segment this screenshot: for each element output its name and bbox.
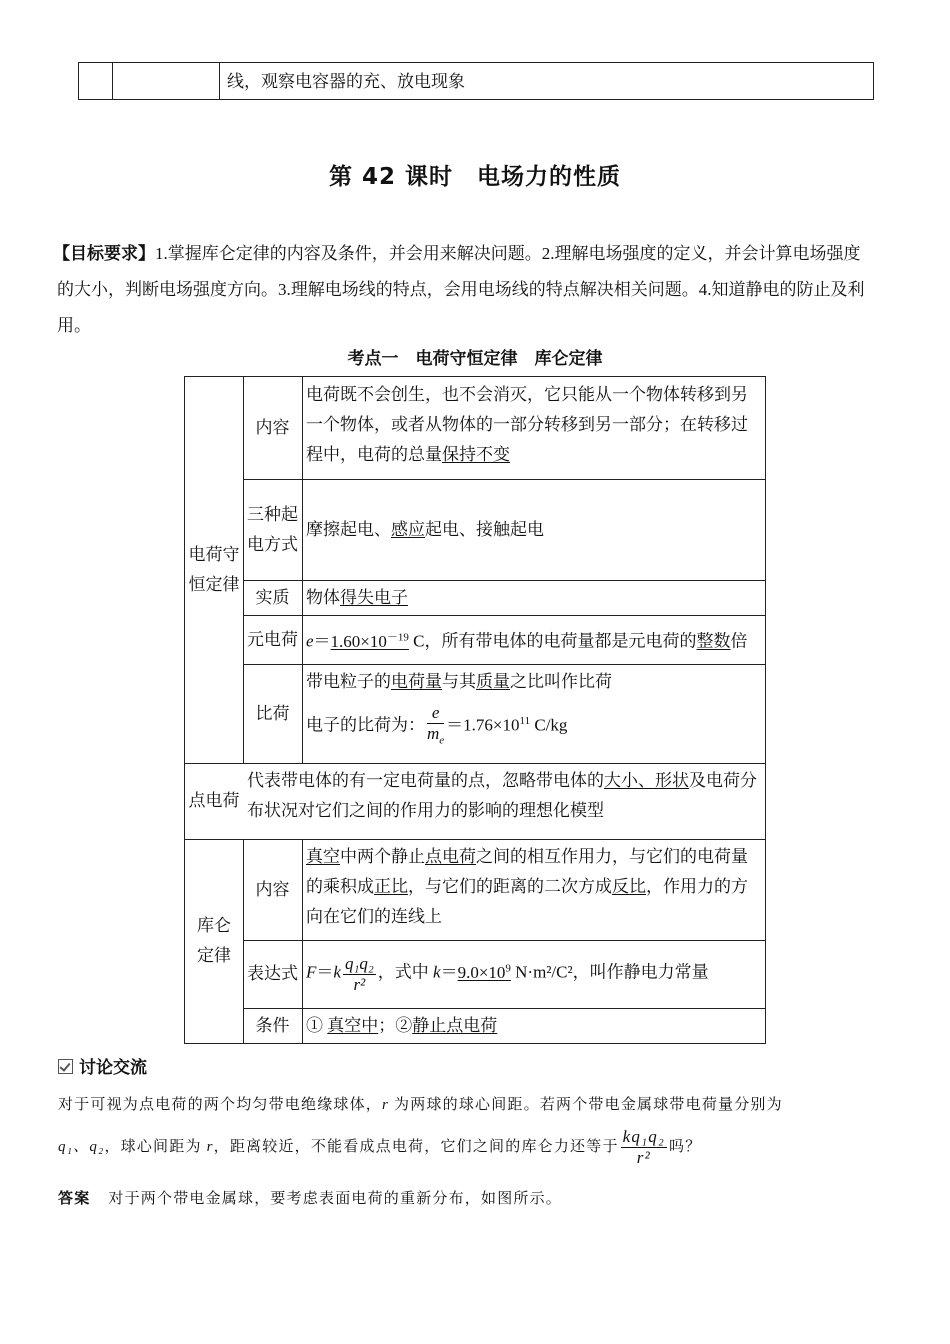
- coulomb-content-text: 真空中两个静止点电荷之间的相互作用力，与它们的电荷量的乘积成正比，与它们的距离的二次方成反比，作用力的方向在它们的连线上: [306, 847, 748, 926]
- answer-blank: 点电荷: [425, 847, 476, 866]
- table-cell-text: 线，观察电容器的充、放电现象: [227, 72, 465, 92]
- section-title: 考点一 电荷守恒定律 库仑定律: [347, 349, 603, 369]
- group-label-conservation: 电荷守恒定律: [188, 545, 240, 595]
- coulomb-condition: ① 真空中；②静止点电荷: [306, 1015, 498, 1035]
- objectives-line: 1.掌握库仑定律的内容及条件，并会用来解决问题。2.理解电场强度的定义，并会计算电场强度: [155, 244, 861, 263]
- answer-blank: $1.60\times 10^{-19}$: [330, 631, 409, 651]
- coulomb-expression: F＝k $\frac{\text{q₁q₂}}{\text{r²}}$ ，式中 $k=9.0\times 10^9$ N·m²/C²，叫作静电力常量: [306, 953, 709, 994]
- answer-blank: 真空: [306, 847, 340, 866]
- objectives-line: 用。: [57, 316, 91, 335]
- table-divider: [185, 763, 765, 764]
- table-divider: [243, 664, 765, 665]
- group-label-point-charge: 点电荷: [188, 791, 240, 811]
- row-label-methods: 三种起电方式: [247, 504, 298, 555]
- row-label-essence: 实质: [255, 587, 290, 608]
- group-label-coulomb: 库仑定律: [197, 916, 231, 966]
- answer-blank: 整数: [696, 631, 731, 651]
- row-label-specific-charge: 比荷: [255, 703, 290, 724]
- answer-blank: 感应: [391, 519, 425, 539]
- discussion-question: 对于可视为点电荷的两个均匀带电绝缘球体，r 为两球的球心间距。若两个带电金属球带电荷量分别为: [58, 1097, 783, 1113]
- answer-blank: 反比: [612, 877, 646, 896]
- fraction: $\frac{\text{kq₁q₂}}{\text{r²}}$: [622, 1127, 666, 1167]
- edit-check-icon: [58, 1059, 73, 1074]
- answer-blank: 电荷量: [391, 672, 442, 691]
- point-charge-text: 代表带电体的有一定电荷量的点，忽略带电体的大小、形状及电荷分布状况对它们之间的作用力的影响的理想化模型: [247, 771, 757, 820]
- objectives-line: 的大小，判断电场强度方向。3.理解电场线的特点，会用电场线的特点解决相关问题。4.知道静电的防止及利: [57, 280, 865, 299]
- methods-text: 摩擦起电、感应起电、接触起电: [306, 519, 544, 539]
- row-label-condition: 条件: [255, 1015, 290, 1036]
- row-label-content: 内容: [255, 418, 290, 438]
- row-label-content: 内容: [255, 879, 290, 900]
- table-cell-empty: [112, 63, 220, 99]
- answer-blank: 真空中: [327, 1015, 379, 1035]
- table-divider: [302, 839, 303, 1043]
- discussion-question: q₁、q₂，球心间距为 r，距离较近，不能看成点电荷，它们之间的库仑力还等于 $\frac{\text{kq₁q₂}}{\text{r²}}$ 吗？: [58, 1127, 702, 1167]
- answer-blank: $9.0\times 10^9$: [457, 962, 511, 983]
- answer-blank: 质量: [476, 672, 510, 691]
- elementary-charge-text: $e=1.60\times 10^{-19}$ C，所有带电体的电荷量都是元电荷的整数倍: [306, 631, 748, 651]
- lesson-title: 第 42 课时 电场力的性质: [328, 164, 622, 190]
- discussion-title: 讨论交流: [58, 1053, 147, 1078]
- fraction: $\frac{\text{q₁q₂}}{\text{r²}}$: [344, 953, 374, 994]
- answer-paragraph: 答案 对于两个带电金属球，要考虑表面电荷的重新分布，如图所示。: [58, 1189, 563, 1207]
- fraction: $\frac{e}{m_e}$: [427, 703, 445, 747]
- answer-blank: 得失电子: [340, 587, 408, 607]
- objectives-label: 【目标要求】: [53, 244, 155, 264]
- essence-text: 物体得失电子: [306, 587, 408, 607]
- specific-charge-text: 带电粒子的电荷量与其质量之比叫作比荷 电子的比荷为： $\frac{e}{m_e}$ $=1.76\times 10^{11}$ C/kg: [306, 667, 762, 750]
- conservation-content-text: 电荷既不会创生，也不会消灭，它只能从一个物体转移到另一个物体，或者从物体的一部分转移到另一部分；在转移过程中，电荷的总量保持不变: [306, 385, 748, 464]
- answer-blank: 静止点电荷: [412, 1015, 498, 1035]
- row-label-elementary-charge: 元电荷: [247, 629, 298, 650]
- knowledge-table: [184, 376, 766, 1044]
- table-divider: [302, 377, 303, 763]
- objectives-paragraph: [53, 236, 895, 344]
- answer-blank: 正比: [374, 877, 408, 896]
- answer-blank: 保持不变: [442, 445, 510, 464]
- answer-blank: 大小、形状: [604, 771, 689, 790]
- row-label-expression: 表达式: [247, 964, 298, 984]
- table-cell-empty: [79, 63, 113, 99]
- specific-charge-formula: 电子的比荷为： $\frac{e}{m_e}$ $=1.76\times 10^{11}$ C/kg: [306, 703, 762, 750]
- answer-label: 答案: [58, 1189, 91, 1207]
- top-table-fragment: [78, 62, 874, 100]
